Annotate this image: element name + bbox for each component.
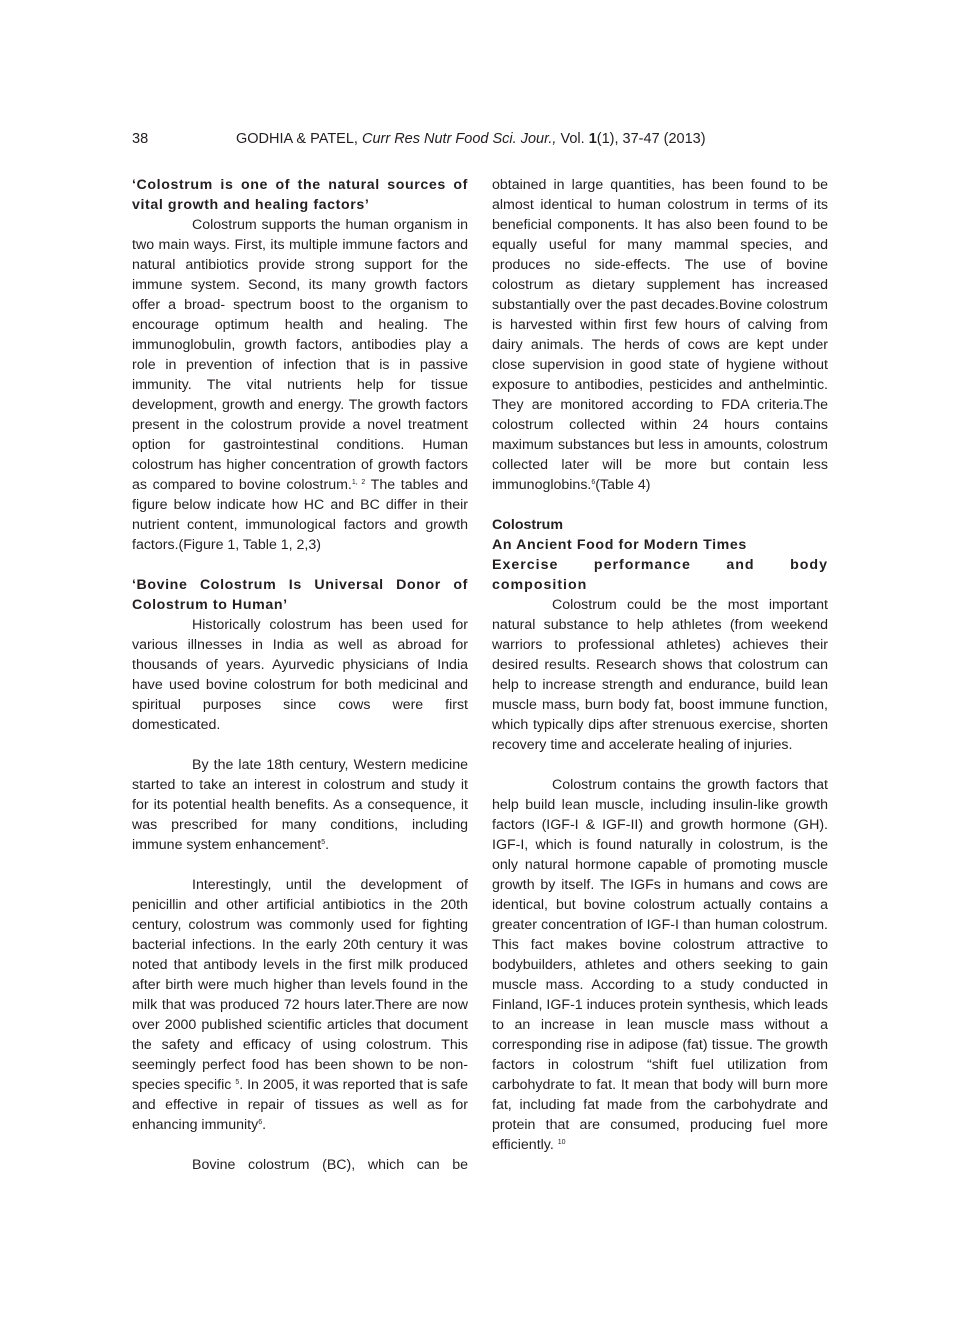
left-column bbox=[132, 175, 468, 1175]
paragraph bbox=[492, 175, 828, 495]
citation: 5 bbox=[321, 839, 326, 846]
text: . bbox=[325, 837, 330, 853]
journal-name: Curr Res Nutr Food Sci. Jour., bbox=[361, 131, 557, 147]
section-heading: ‘Colostrum is one of the natural sources of vital growth and healing factors’ bbox=[132, 177, 468, 213]
citation: 1, 2 bbox=[351, 479, 366, 486]
text: (Table 4) bbox=[595, 477, 651, 493]
authors: GODHIA & PATEL, bbox=[236, 131, 362, 147]
text: Interestingly, until the development of penicillin and other artificial antibiotics in the 20th century, colostrum was commonly used for fighting bacterial infections. In the early 20th century it was noted that antibody levels in the first milk produced after birth were much higher than levels found in the milk that was produced 72 hours later.There are now over 2000 published scientific articles that document the safety and efficacy of using colostrum. This seemingly perfect food has been shown to be non-species specific bbox=[132, 877, 468, 1093]
paragraph: Bovine colostrum (BC), which can be bbox=[192, 1157, 468, 1173]
subsection-heading: An Ancient Food for Modern Times bbox=[492, 537, 747, 553]
volume-label: Vol. bbox=[556, 131, 589, 147]
citation: 5 bbox=[235, 1079, 240, 1086]
citation: 10 bbox=[557, 1139, 566, 1146]
citation: 6 bbox=[591, 479, 596, 486]
text: Colostrum supports the human organism in two main ways. First, its multiple immune factors and natural antibiotics provide strong support for the immune system. Second, its many growth factors offer a broad- spectrum boost to the organism to encourage optimum health and healing. The immunoglobulin, growth factors, antibodies play a role in prevention of infection that is in passive immunity. The vital nutrients help for tissue development, growth and energy. The growth factors present in the colostrum provide a novel treatment option for gastrointestinal conditions. Human colostrum has higher concentration of growth factors as compared to bovine colostrum. bbox=[132, 217, 468, 493]
text: Colostrum contains the growth factors that help build lean muscle, including insulin-like growth factors (IGF-I & IGF-II) and growth hormone (GH). IGF-I, which is found naturally in colostrum, is the only natural hormone capable of promoting muscle growth by itself. The IGFs in humans and cows are identical, but bovine colostrum actually contains a greater concentration of IGF-I than human colostrum. This fact makes bovine colostrum attractive to bodybuilders, athletes and others seeking to gain muscle mass. According to a study conducted in Finland, IGF-1 induces protein synthesis, which leads to an increase in lean muscle mass without a corresponding rise in adipose (fat) tissue. The growth factors in colostrum “shift fuel utilization from carbohydrate to fat. It mean that body will burn more fat, including fat made from the carbohydrate and protein that are consumed, producing fuel more efficiently. bbox=[492, 777, 828, 1153]
text: . bbox=[262, 1117, 267, 1133]
paragraph bbox=[132, 875, 468, 1135]
paragraph: Historically colostrum has been used for various illnesses in India as well as abroad for thousands of years. Ayurvedic physicians of India have used bovine colostrum for both medicinal and spiritual purposes since cows were first domesticated. bbox=[132, 617, 468, 733]
text: The tables and figure below indicate how HC and BC differ in their nutrient content, immunological factors and growth factors.(Figure 1, Table 1, 2,3) bbox=[132, 477, 468, 553]
section-heading: ‘Bovine Colostrum Is Universal Donor of Colostrum to Human’ bbox=[132, 577, 468, 613]
page-number: 38 bbox=[132, 131, 149, 147]
text: By the late 18th century, Western medicine started to take an interest in colostrum and study it for its potential health benefits. As a consequence, it was prescribed for many conditions, including immune system enhancement bbox=[132, 757, 468, 853]
volume: 1 bbox=[588, 131, 597, 147]
subsection-heading: Exercise performance and body composition bbox=[492, 557, 828, 593]
paragraph bbox=[132, 755, 468, 855]
paragraph bbox=[492, 775, 828, 1155]
right-column bbox=[492, 175, 828, 1155]
paragraph bbox=[132, 215, 468, 555]
citation-line bbox=[236, 129, 706, 149]
citation: 6 bbox=[258, 1119, 263, 1126]
paragraph: Colostrum could be the most important natural substance to help athletes (from weekend warriors to professional athletes) achieves their desired results. Research shows that colostrum can help to increase strength and endurance, build lean muscle mass, burn body fat, boost immune function, which typically dips after strenuous exercise, shorten recovery time and accelerate healing of injuries. bbox=[492, 597, 828, 753]
section-heading: Colostrum bbox=[492, 517, 563, 533]
text: . In 2005, it was reported that is safe and effective in repair of tissues as well as for enhancing immunity bbox=[132, 1077, 468, 1133]
issue-pages-year: (1), 37-47 (2013) bbox=[596, 131, 706, 147]
text: obtained in large quantities, has been found to be almost identical to human colostrum in terms of its beneficial components. It has also been found to be equally useful for many mammal species, and produces no side-effects. The use of bovine colostrum as dietary supplement has increased substantially over the past decades.Bovine colostrum is harvested within first few hours of calving from dairy animals. The herds of cows are kept under close supervision in good state of hygiene without exposure to antibodies, pesticides and anthelmintic. They are monitored according to FDA criteria.The colostrum collected within 24 hours contains maximum substances but less in amounts, colostrum collected later will be more but contain less immunoglobins. bbox=[492, 177, 828, 493]
